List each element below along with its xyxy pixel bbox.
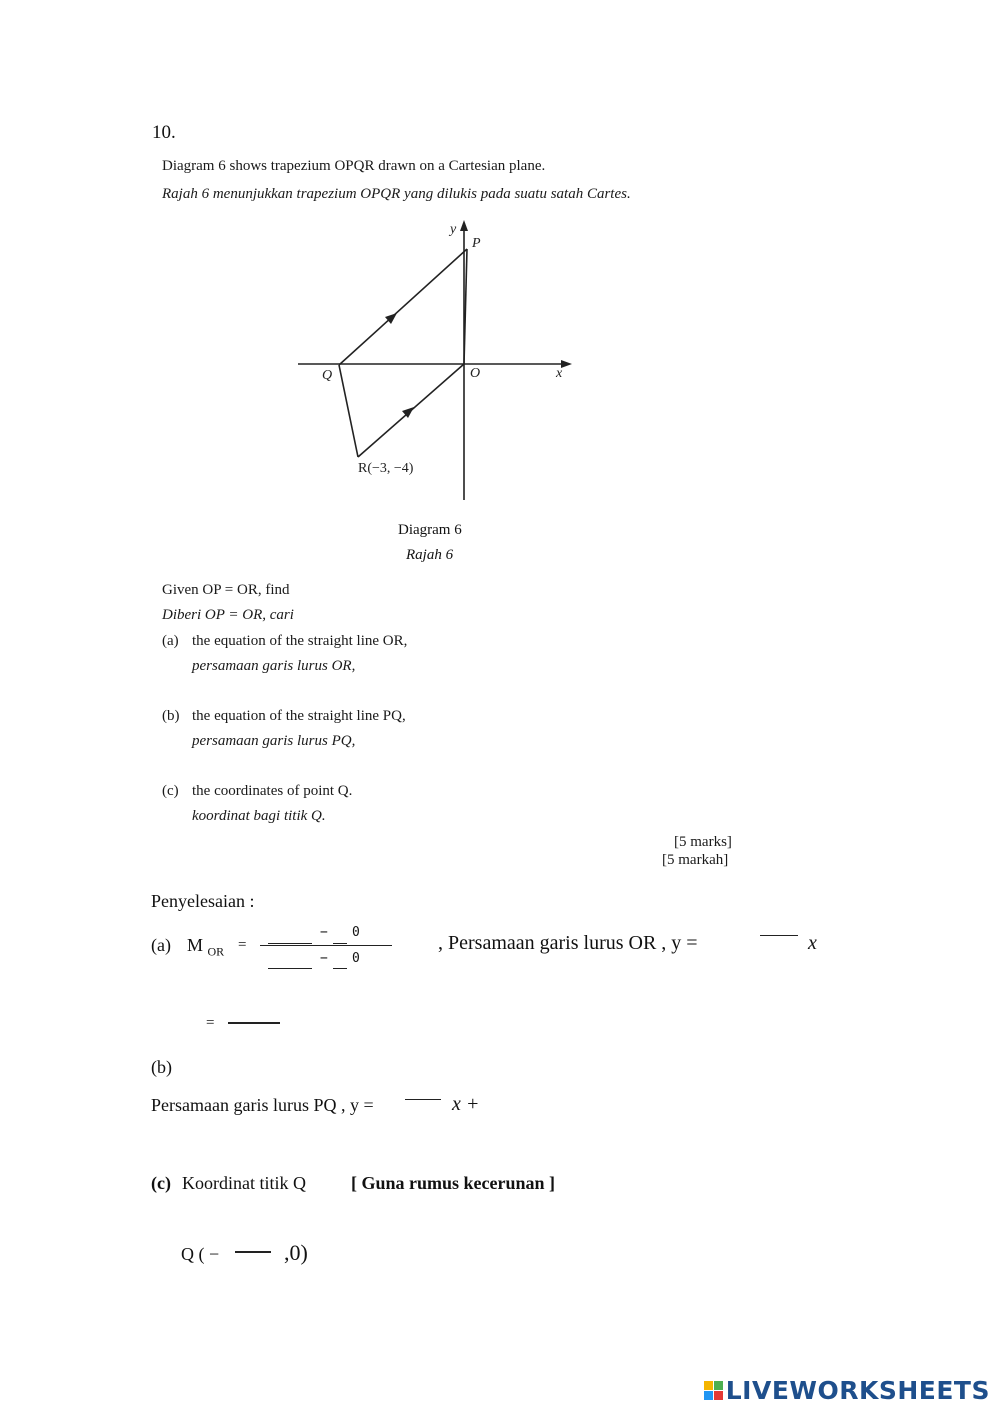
part-c-text-english: the coordinates of point Q. (192, 783, 353, 799)
solution-a-label: (a) (151, 935, 171, 955)
part-a-letter: (a) (162, 633, 179, 649)
solution-heading: Penyelesaian : (151, 891, 255, 911)
part-a-text-malay: persamaan garis lurus OR, (192, 658, 356, 674)
numerator-zero: 0 (352, 925, 360, 940)
gradient-numerator-y2-input[interactable] (333, 925, 347, 944)
q-coordinate-fraction (235, 1237, 273, 1269)
label-P: P (472, 236, 481, 251)
q-coordinate-prefix: Q ( − (181, 1244, 220, 1264)
diagram-caption-english: Diagram 6 (398, 522, 462, 538)
gradient-m: M (187, 935, 204, 955)
gradient-result-numerator-input[interactable] (228, 1004, 280, 1024)
solution-c-text: Koordinat titik Q (182, 1173, 306, 1193)
side-PQ (339, 249, 467, 365)
gradient-result-equals: = (206, 1015, 215, 1031)
denominator-zero: 0 (352, 951, 360, 966)
part-b-text-malay: persamaan garis lurus PQ, (192, 733, 356, 749)
or-gradient-numerator-input[interactable] (760, 921, 798, 936)
gradient-result-fraction (228, 1004, 282, 1042)
question-number: 10. (152, 122, 176, 143)
given-english: Given OP = OR, find (162, 582, 290, 598)
label-Q: Q (322, 368, 333, 383)
q-x-denominator-input[interactable] (235, 1255, 271, 1269)
gradient-denominator-x1-input[interactable] (268, 950, 312, 969)
diagram-caption-malay: Rajah 6 (406, 547, 454, 563)
solution-c-hint: [ Guna rumus kecerunan ] (351, 1173, 556, 1193)
fraction-bar (260, 945, 392, 946)
gradient-denominator-x2-input[interactable] (333, 950, 347, 969)
pq-intercept-input[interactable] (490, 1097, 530, 1115)
or-gradient-denominator-input[interactable] (760, 940, 798, 954)
denominator-minus: − (320, 951, 328, 966)
label-O: O (470, 366, 481, 381)
equation-or-text: , Persamaan garis lurus OR , y = (438, 932, 698, 954)
label-R: R(−3, −4) (358, 461, 414, 476)
liveworksheets-logo (704, 1376, 990, 1405)
pq-gradient-numerator-input[interactable] (405, 1087, 441, 1100)
q-x-numerator-input[interactable] (235, 1237, 271, 1253)
side-QR (339, 365, 358, 457)
gradient-equals: = (238, 937, 247, 953)
q-coordinate-suffix: ,0) (284, 1240, 308, 1265)
liveworksheets-wordmark: LIVEWORKSHEETS (725, 1376, 990, 1405)
pq-gradient-fraction (405, 1087, 443, 1114)
equation-or-x: x (808, 932, 817, 954)
gradient-subscript: OR (207, 944, 225, 959)
solution-b-label: (b) (151, 1057, 172, 1077)
equation-or-fraction (760, 921, 800, 954)
gradient-result-denominator-input[interactable] (228, 1024, 280, 1042)
part-c-text-malay: koordinat bagi titik Q. (192, 808, 326, 824)
numerator-minus: − (320, 925, 328, 940)
marks-english: [5 marks] (674, 834, 732, 850)
x-axis-arrow-icon (561, 360, 572, 368)
liveworksheets-logo-icon (704, 1381, 723, 1400)
gradient-numerator-y1-input[interactable] (268, 925, 312, 944)
part-b-letter: (b) (162, 708, 180, 724)
intro-malay: Rajah 6 menunjukkan trapezium OPQR yang dilukis pada suatu satah Cartes. (162, 186, 631, 202)
solution-c-label: (c) (151, 1173, 171, 1193)
pq-gradient-denominator-input[interactable] (405, 1102, 441, 1114)
marks-malay: [5 markah] (662, 852, 729, 868)
label-y: y (450, 222, 457, 237)
diagram-6 (290, 215, 580, 510)
part-c-letter: (c) (162, 783, 179, 799)
intro-english: Diagram 6 shows trapezium OPQR drawn on a Cartesian plane. (162, 158, 546, 174)
part-a-text-english: the equation of the straight line OR, (192, 633, 408, 649)
equation-pq-text: Persamaan garis lurus PQ , y = (151, 1095, 374, 1115)
trapezium-diagram (290, 215, 580, 510)
given-malay: Diberi OP = OR, cari (162, 607, 294, 623)
gradient-symbol (187, 935, 224, 960)
y-axis-arrow-icon (460, 220, 468, 231)
equation-pq-x-plus: x + (452, 1093, 480, 1115)
part-b-text-english: the equation of the straight line PQ, (192, 708, 406, 724)
label-x: x (556, 366, 563, 381)
